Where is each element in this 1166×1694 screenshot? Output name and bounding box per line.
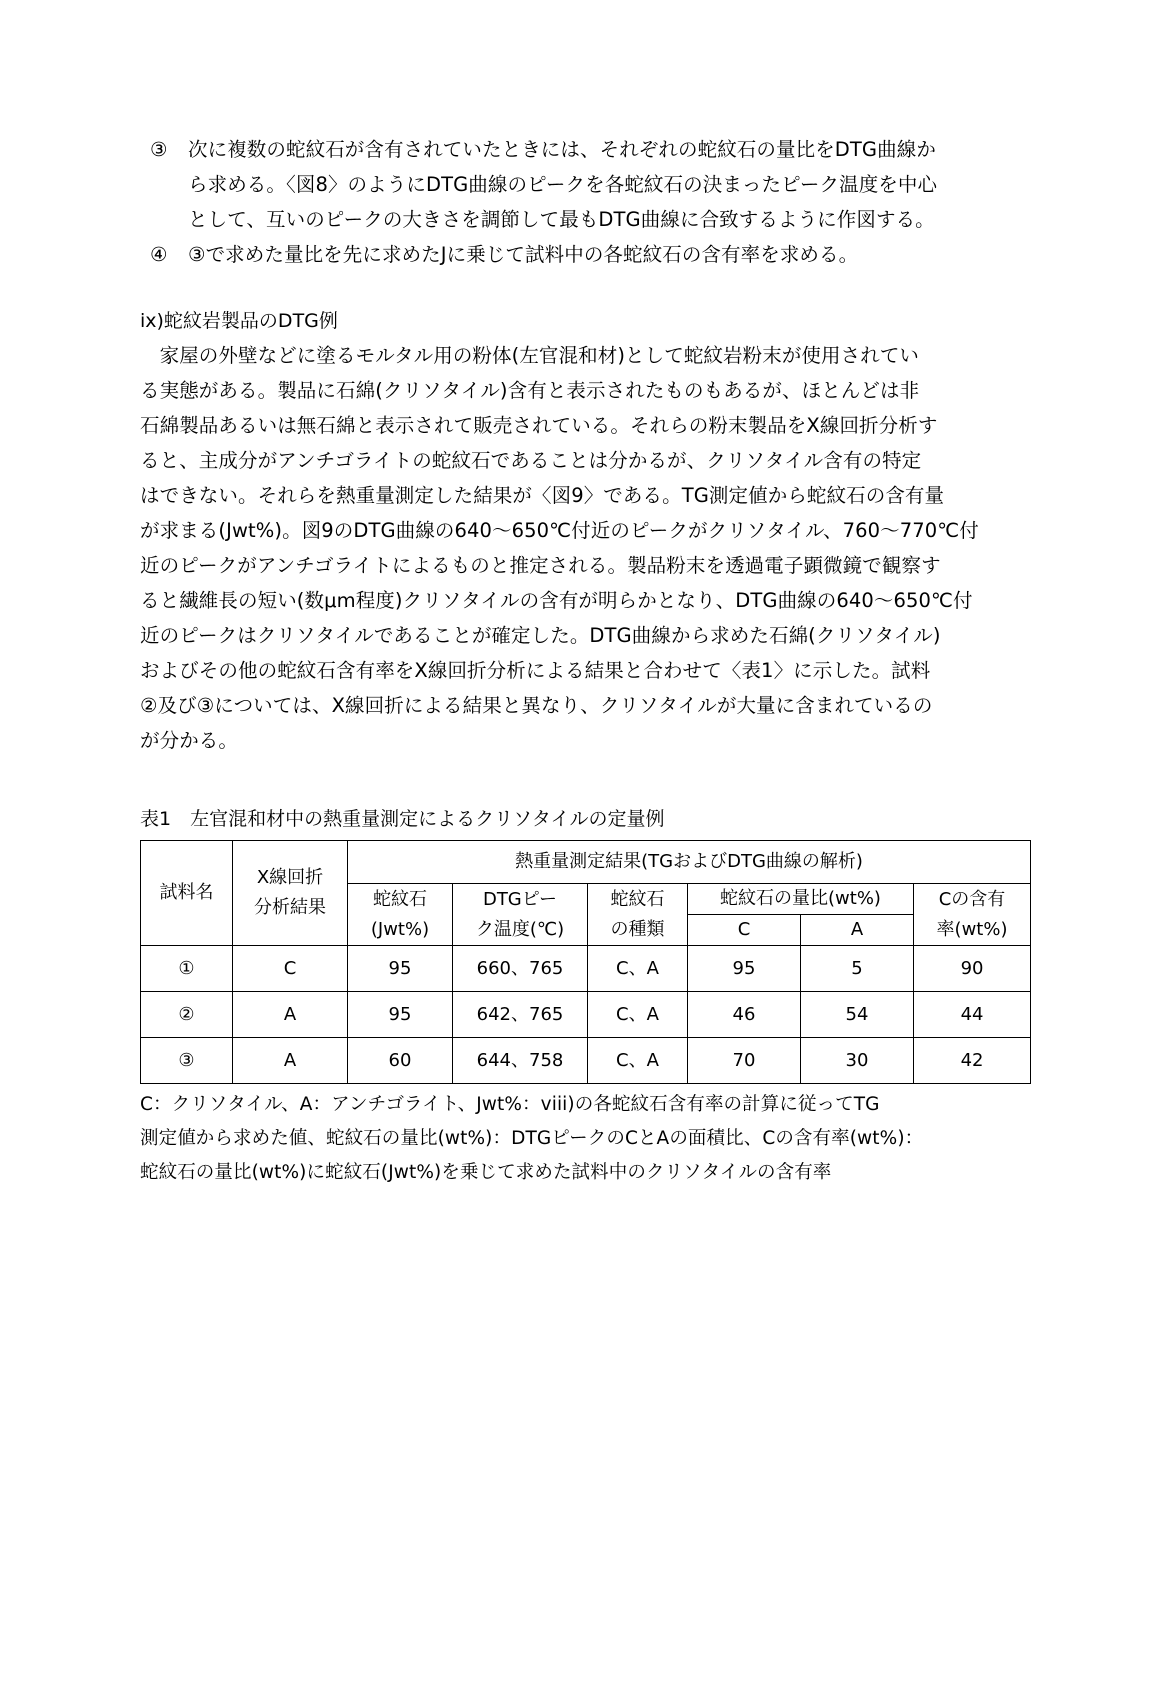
list-text: [188, 132, 1030, 237]
body-paragraph: [140, 338, 1030, 758]
header-sample-name: 試料名: [141, 841, 233, 946]
list-marker: ④: [150, 243, 168, 266]
cell-xrd: A: [233, 1038, 348, 1084]
cell-serpentine: 95: [348, 946, 453, 992]
header-c-content: [914, 884, 1031, 946]
text-line: 次に複数の蛇紋石が含有されていたときには、それぞれの蛇紋石の量比をDTG曲線か: [188, 138, 936, 161]
text-line: およびその他の蛇紋石含有率をX線回折分析による結果と合わせて〈表1〉に示した。試料: [140, 659, 931, 682]
list-item: [140, 132, 1030, 237]
text-line: が求まる(Jwt%)。図9のDTG曲線の640〜650℃付近のピークがクリソタイル、760〜770℃付: [140, 519, 979, 542]
cell-type: C、A: [588, 1038, 688, 1084]
text-line: 蛇紋石の量比(wt%)に蛇紋石(Jwt%)を乗じて求めた試料中のクリソタイルの含有率: [140, 1162, 832, 1183]
header-serpentine-type: [588, 884, 688, 946]
text-line: 測定値から求めた値、蛇紋石の量比(wt%)：DTGピークのCとAの面積比、Cの含有率(wt%)：: [140, 1128, 924, 1149]
cell-dtg-peak: 660、765: [453, 946, 588, 992]
text-line: 近のピークがアンチゴライトによるものと推定される。製品粉末を透過電子顕微鏡で観察す: [140, 554, 941, 577]
header-line: 率(wt%): [936, 918, 1008, 940]
text-line: 近のピークはクリソタイルであることが確定した。DTG曲線から求めた石綿(クリソタイル): [140, 624, 941, 647]
cell-dtg-peak: 642、765: [453, 992, 588, 1038]
text-line: ると繊維長の短い(数μm程度)クリソタイルの含有が明らかとなり、DTG曲線の640〜650℃付: [140, 589, 973, 612]
header-ratio-c: C: [688, 915, 801, 946]
header-xrd-result: [233, 841, 348, 946]
header-line: ク温度(℃): [475, 918, 565, 940]
cell-ratio-c: 46: [688, 992, 801, 1038]
header-tg-group: 熱重量測定結果(TGおよびDTG曲線の解析): [348, 841, 1031, 884]
cell-serpentine: 95: [348, 992, 453, 1038]
cell-ratio-a: 54: [801, 992, 914, 1038]
header-line: Cの含有: [938, 888, 1006, 910]
header-serpentine: [348, 884, 453, 946]
table-row: [141, 1038, 1031, 1084]
text-line: ③で求めた量比を先に求めたJに乗じて試料中の各蛇紋石の含有率を求める。: [188, 243, 859, 266]
cell-sample: ②: [141, 992, 233, 1038]
header-dtg-peak-temp: [453, 884, 588, 946]
table-footnote: [140, 1088, 1030, 1190]
cell-serpentine: 60: [348, 1038, 453, 1084]
page-content: [140, 132, 1030, 1190]
text-line: ら求める。〈図8〉のようにDTG曲線のピークを各蛇紋石の決まったピーク温度を中心: [188, 173, 938, 196]
cell-c-content: 90: [914, 946, 1031, 992]
results-table: [140, 840, 1031, 1084]
list-text: [188, 237, 1030, 272]
header-line: の種類: [610, 918, 665, 940]
cell-ratio-a: 30: [801, 1038, 914, 1084]
table-header-row: [141, 841, 1031, 884]
list-item: [140, 237, 1030, 272]
cell-sample: ③: [141, 1038, 233, 1084]
table-row: [141, 946, 1031, 992]
text-line: る実態がある。製品に石綿(クリソタイル)含有と表示されたものもあるが、ほとんどは非: [140, 379, 920, 402]
cell-type: C、A: [588, 946, 688, 992]
header-line: DTGピー: [482, 888, 558, 910]
cell-sample: ①: [141, 946, 233, 992]
text-line: として、互いのピークの大きさを調節して最もDTG曲線に合致するように作図する。: [188, 208, 935, 231]
text-line: が分かる。: [140, 729, 239, 752]
text-line: ②及び③については、X線回折による結果と異なり、クリソタイルが大量に含まれているの: [140, 694, 933, 717]
header-line: (Jwt%): [370, 918, 430, 940]
text-line: C：クリソタイル、A：アンチゴライト、Jwt%：viii)の各蛇紋石含有率の計算に従ってTG: [140, 1094, 880, 1115]
text-line: 石綿製品あるいは無石綿と表示されて販売されている。それらの粉末製品をX線回折分析す: [140, 414, 938, 437]
header-line: 蛇紋石: [373, 888, 427, 910]
text-line: ると、主成分がアンチゴライトの蛇紋石であることは分かるが、クリソタイル含有の特定: [140, 449, 922, 472]
table-caption: 表1 左官混和材中の熱重量測定によるクリソタイルの定量例: [140, 808, 665, 830]
section-heading: ix)蛇紋岩製品のDTG例: [140, 310, 338, 332]
header-ratio-group: 蛇紋石の量比(wt%): [688, 884, 914, 915]
header-line: X線回折: [256, 867, 324, 888]
cell-ratio-a: 5: [801, 946, 914, 992]
cell-ratio-c: 70: [688, 1038, 801, 1084]
header-line: 分析結果: [254, 897, 326, 918]
table-row: [141, 992, 1031, 1038]
cell-c-content: 42: [914, 1038, 1031, 1084]
cell-c-content: 44: [914, 992, 1031, 1038]
cell-xrd: A: [233, 992, 348, 1038]
text-line: 家屋の外壁などに塗るモルタル用の粉体(左官混和材)として蛇紋岩粉末が使用されてい: [140, 344, 920, 367]
text-line: はできない。それらを熱重量測定した結果が〈図9〉である。TG測定値から蛇紋石の含有量: [140, 484, 945, 507]
cell-dtg-peak: 644、758: [453, 1038, 588, 1084]
numbered-list: [140, 132, 1030, 272]
cell-type: C、A: [588, 992, 688, 1038]
list-marker: ③: [150, 138, 168, 161]
header-ratio-a: A: [801, 915, 914, 946]
cell-xrd: C: [233, 946, 348, 992]
cell-ratio-c: 95: [688, 946, 801, 992]
header-line: 蛇紋石: [610, 888, 665, 910]
